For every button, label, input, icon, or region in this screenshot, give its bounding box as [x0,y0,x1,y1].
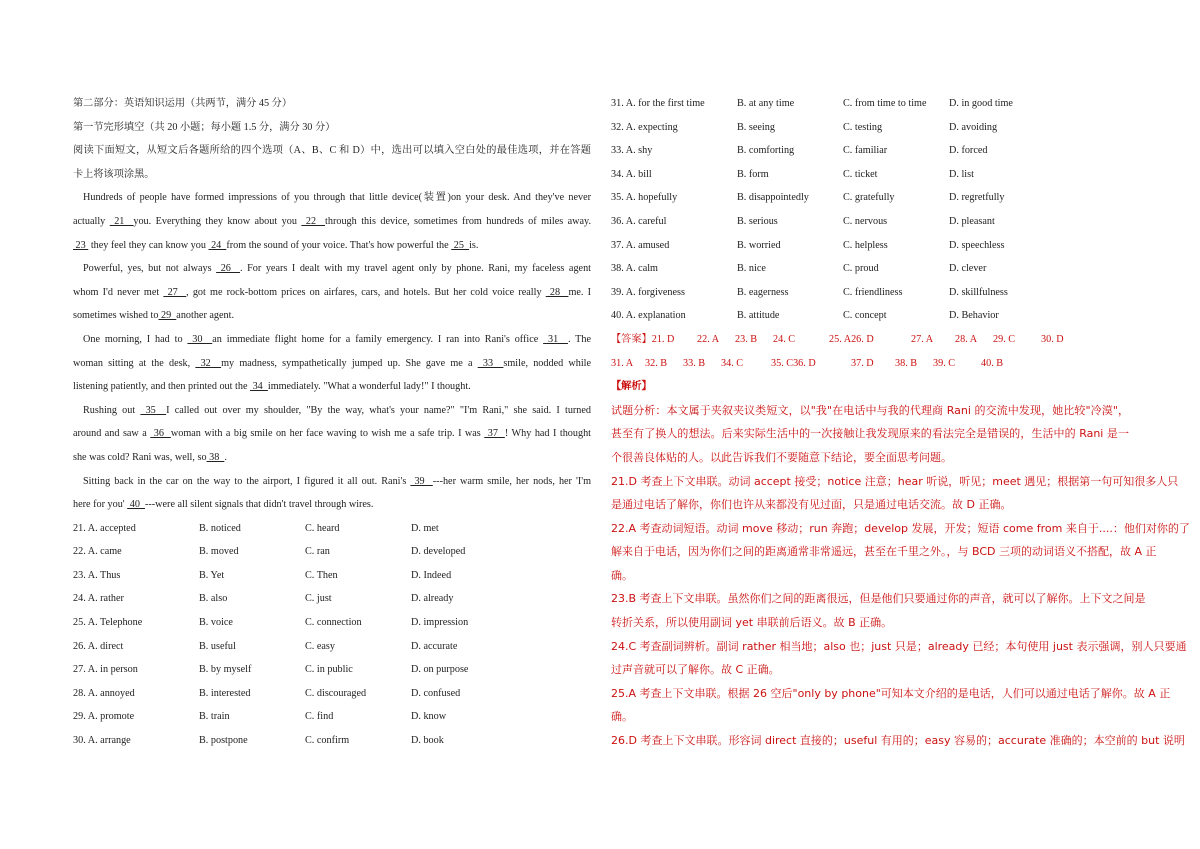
passage-text: sometimes wished to [73,310,159,322]
option-choice[interactable]: D. skillfulness [949,286,1008,298]
passage-text: ---were all silent signals that didn't travel through wires. [145,499,374,511]
option-choice[interactable]: D. speechless [949,239,1005,251]
option-choice[interactable]: B. serious [737,215,778,227]
option-choice[interactable]: B. useful [199,640,236,652]
passage-text: they feel they can know you [88,239,209,251]
blank-number: 37 [484,428,505,440]
answer-item: 34. C [721,357,744,369]
passage-text: , got me rock-bottom prices on airfares, cars, and hotels. But her cold voice really [186,286,546,298]
blank-number: 31 [543,333,568,345]
option-choice[interactable]: D. in good time [949,98,1013,109]
answer-item: 23. B [735,333,758,345]
blank-number: 29 [158,310,177,322]
answer-key-row [611,328,1129,352]
blank-number: 32 [195,357,222,369]
passage-text: immediately. "What a wonderful lady!" I thought. [267,381,471,393]
option-choice[interactable]: 22. A. came [73,546,122,558]
option-choice[interactable]: 33. A. shy [611,145,653,157]
answer-item: 35. C36. D [771,357,816,369]
option-choice[interactable]: 31. A. for the first time [611,98,705,109]
passage-text: Rushing out [83,404,141,416]
option-choice[interactable]: D. book [411,735,444,747]
option-choice[interactable]: B. nice [737,263,766,275]
option-choice[interactable]: C. confirm [305,735,350,747]
explanation-line: 21.D 考查上下文串联。动词 accept 接受；notice 注意；hear 听说，听见；meet 遇见；根据第一句可知很多人只 [611,474,1179,488]
option-choice[interactable]: 28. A. annoyed [73,687,135,699]
option-row [73,658,591,682]
passage-text: . The [567,333,592,345]
passage-text: . [224,451,227,463]
answer-item: 40. B [981,357,1004,369]
option-choice[interactable]: 29. A. promote [73,711,135,723]
explanation-line: 是通过电话了解你，你们也许从来都没有见过面，只是通过电话交流。故 D 正确。 [611,498,1012,512]
passage-line [73,399,591,423]
explanations-list [611,470,1190,753]
option-choice[interactable]: D. Indeed [411,569,452,581]
answer-item: 28. A [955,333,978,345]
option-row [73,635,591,659]
blank-number: 36 [150,428,171,440]
passage-text: she was cold? Rani was, well, so [73,451,207,463]
blank-number: 21 [109,215,134,227]
answer-item: 32. B [645,357,668,369]
passage-text: woman sitting at the desk, [73,357,196,369]
option-choice[interactable]: B. train [199,711,230,723]
option-row [73,564,591,588]
option-choice[interactable]: 40. A. explanation [611,310,686,322]
option-choice[interactable]: C. from time to time [843,98,927,109]
passage-line [73,328,591,352]
explanation-line: 25.A 考查上下文串联。根据 26 空后"only by phone"可知本文介绍的是电话，人们可以通过电话了解你。故 A 正 [611,686,1171,700]
option-choice[interactable]: 27. A. in person [73,664,138,676]
option-choice[interactable]: 30. A. arrange [73,735,131,747]
option-choice[interactable]: D. met [411,522,439,534]
blank-number: 25 [451,239,470,251]
options-list-right [611,92,1129,328]
explanation-line: 确。 [611,568,633,582]
passage-text: ---her warm smile, her nods, her 'I'm [432,475,592,487]
option-choice[interactable]: D. pleasant [949,215,995,227]
option-choice[interactable]: C. gratefully [843,192,895,204]
passage-text: whom I'd never met [73,286,164,298]
blank-number: 26 [216,263,241,275]
answer-key-row [611,352,1129,376]
blank-number: 27 [163,286,187,298]
passage-text: here for you' [73,499,128,511]
right-column [611,92,1190,753]
option-choice[interactable]: B. postpone [199,735,248,747]
option-choice[interactable]: D. Behavior [949,310,999,322]
answer-item: 39. C [933,357,956,369]
option-row [611,234,1129,258]
option-choice[interactable]: D. know [411,711,447,723]
option-choice[interactable]: D. accurate [411,640,458,652]
option-choice[interactable]: D. confused [411,687,461,699]
option-choice[interactable]: C. proud [843,263,879,275]
option-choice[interactable]: B. disappointedly [737,192,809,204]
summary-line: 甚至有了换人的想法。后来实际生活中的一次接触让我发现原来的看法完全是错误的，生活中的 Rani 是一 [611,427,1129,441]
passage-text: my madness, sympathetically jumped up. She gave me a [221,357,478,369]
passage-text: around and saw a [73,428,151,440]
passage-text: is. [469,239,479,251]
option-choice[interactable]: B. eagerness [737,286,789,298]
explanation-line: 26.D 考查上下文串联。形容词 direct 直接的；useful 有用的；easy 容易的；accurate 准确的；本空前的 but 说明 [611,734,1185,748]
option-choice[interactable]: D. forced [949,145,988,157]
section-title: 第二部分：英语知识运用（共两节，满分 45 分） [73,98,293,109]
option-choice[interactable]: B. form [737,168,769,180]
instruction-line: 卡上将该项涂黑。 [73,168,155,180]
passage-line [73,470,591,494]
option-choice[interactable]: 21. A. accepted [73,522,136,534]
passage-line [73,422,591,446]
explanation-line: 过声音就可以了解你。故 C 正确。 [611,663,780,677]
summary-line: 个很善良体贴的人。以此告诉我们不要随意下结论，要全面思考问题。 [611,450,952,464]
option-choice[interactable]: B. interested [199,687,251,699]
option-choice[interactable]: C. familiar [843,145,888,157]
option-choice[interactable]: B. by myself [199,664,252,676]
blank-number: 35 [140,404,167,416]
option-row [73,587,591,611]
passage-text: from the sound of your voice. That's how powerful the [226,239,452,251]
analysis-summary [611,399,1129,470]
option-choice[interactable]: D. impression [411,617,469,629]
option-choice[interactable]: 34. A. bill [611,168,652,180]
blank-number: 40 [127,499,145,511]
option-choice[interactable]: B. worried [737,239,781,251]
passage-text: actually [73,215,110,227]
option-choice[interactable]: C. testing [843,121,883,133]
option-choice[interactable]: 26. A. direct [73,640,124,652]
option-choice[interactable]: C. discouraged [305,687,367,699]
passage-line [73,352,591,376]
option-choice[interactable]: 37. A. amused [611,239,670,251]
blank-number: 24 [208,239,227,251]
explanation-line: 确。 [611,710,633,724]
explanation-line: 转折关系，所以使用副词 yet 串联前后语义。故 B 正确。 [611,616,893,630]
blank-number: 38 [206,451,225,463]
option-row [611,210,1129,234]
option-choice[interactable]: 25. A. Telephone [73,617,143,629]
option-choice[interactable]: C. nervous [843,215,888,227]
instruction-line: 阅读下面短文，从短文后各题所给的四个选项（A、B、C 和 D）中，选出可以填入空白处的最佳选项，并在答题 [73,145,591,157]
passage-text: you. Everything they know about you [133,215,302,227]
left-column [73,92,591,753]
answer-item: 33. B [683,357,706,369]
passage-text: through this device, sometimes from hundreds of miles away. [325,215,592,227]
option-choice[interactable]: B. seeing [737,121,775,133]
option-row [611,163,1129,187]
answer-item: 38. B [895,357,918,369]
option-choice[interactable]: B. attitude [737,310,780,322]
answer-item: 31. A [611,357,634,369]
option-choice[interactable]: B. Yet [199,569,225,581]
answer-item: 【答案】21. D [611,333,675,345]
passage-line [73,234,591,258]
option-choice[interactable]: 39. A. forgiveness [611,286,685,298]
answer-item: 22. A [697,333,720,345]
option-choice[interactable]: C. heard [305,522,340,534]
option-choice[interactable]: C. connection [305,617,362,629]
option-row [611,281,1129,305]
option-choice[interactable]: 24. A. rather [73,593,124,605]
option-choice[interactable]: 36. A. careful [611,215,667,227]
passage-text: woman with a big smile on her face waving to wish me a safe trip. I was [170,428,485,440]
option-row [611,186,1129,210]
passage-line [73,281,591,305]
option-choice[interactable]: C. concept [843,310,887,322]
option-choice[interactable]: C. Then [305,569,338,581]
option-choice[interactable]: D. on purpose [411,664,469,676]
option-row [611,304,1129,328]
option-choice[interactable]: C. easy [305,640,335,652]
subsection-title: 第一节完形填空（共 20 小题；每小题 1.5 分，满分 30 分） [73,121,336,133]
option-choice[interactable]: C. in public [305,664,353,676]
option-choice[interactable]: 23. A. Thus [73,569,121,581]
passage-line [73,493,591,517]
answer-item: 29. C [993,333,1016,345]
option-choice[interactable]: C. just [305,593,332,605]
option-choice[interactable]: C. ticket [843,168,878,180]
passage-text: an immediate flight home for a family emergency. I ran into Rani's office [212,333,544,345]
blank-number: 39 [410,475,433,487]
passage-line [73,304,591,328]
option-choice[interactable]: D. developed [411,546,466,558]
passage-text: ! Why had I thought [504,428,591,440]
passage-text: another agent. [176,310,234,322]
option-choice[interactable]: C. friendliness [843,286,903,298]
option-choice[interactable]: B. moved [199,546,239,558]
option-choice[interactable]: D. list [949,168,974,180]
passage-line [73,446,591,470]
analysis-title: 【解析】 [611,381,652,393]
passage-text: me. I [568,286,592,298]
passage-line [73,375,591,399]
blank-number: 23 [73,239,89,251]
blank-number: 33 [477,357,504,369]
passage-text: Sitting back in the car on the way to the airport, I figured it all out. Rani's [83,475,411,487]
passage-text: One morning, I had to [83,333,188,345]
option-choice[interactable]: D. clever [949,263,987,275]
answer-item: 25. A26. D [829,333,874,345]
summary-line: 试题分析：本文属于夹叙夹议类短文，以"我"在电话中与我的代理商 Rani 的交流中发现，她比较"冷漠"， [611,403,1129,417]
option-row [73,705,591,729]
blank-number: 28 [545,286,569,298]
option-row [611,257,1129,281]
answer-item: 30. D [1041,333,1064,345]
explanation-line: 23.B 考查上下文串联。虽然你们之间的距离很远，但是他们只要通过你的声音，就可以了解你。上下文之间是 [611,592,1146,606]
option-row [611,139,1129,163]
option-choice[interactable]: D. regretfully [949,192,1005,204]
option-row [73,540,591,564]
passage-text: listening patiently, and then printed out the [73,381,251,393]
option-row [73,611,591,635]
passage-line [73,186,591,210]
option-choice[interactable]: D. already [411,593,454,605]
passage-text: Powerful, yes, but not always [83,263,217,275]
option-choice[interactable]: C. helpless [843,239,888,251]
option-choice[interactable]: B. noticed [199,522,241,534]
passage-line [73,257,591,281]
blank-number: 30 [187,333,213,345]
passage-text: Hundreds of people have formed impressions of you through that little device(装置)on your desk. And they've never [83,192,591,204]
blank-number: 22 [301,215,326,227]
cloze-passage [73,186,591,516]
explanation-line: 解来自于电话，因为你们之间的距离通常非常遥远，甚至在千里之外。，与 BCD 三项的动词语义不搭配，故 A 正 [611,545,1157,559]
answer-item: 37. D [851,357,874,369]
passage-text: I called out over my shoulder, "By the way, what's your name?" "I'm Rani," she said. I turned [166,404,592,416]
passage-text: . For years I dealt with my travel agent only by phone. Rani, my faceless agent [240,263,591,275]
option-row [73,682,591,706]
blank-number: 34 [250,381,268,393]
explanation-line: 22.A 考查动词短语。动词 move 移动；run 奔跑；develop 发展，开发；短语 come from 来自于....：他们对你的了 [611,521,1190,535]
option-choice[interactable]: C. ran [305,546,330,558]
option-row [611,92,1129,116]
option-choice[interactable]: 38. A. calm [611,263,658,275]
option-choice[interactable]: 32. A. expecting [611,121,678,133]
option-choice[interactable]: B. voice [199,617,233,629]
option-choice[interactable]: C. find [305,711,334,723]
answer-item: 27. A [911,333,934,345]
option-row [73,729,591,753]
option-choice[interactable]: D. avoiding [949,121,998,133]
option-row [611,116,1129,140]
answer-item: 24. C [773,333,796,345]
explanation-line: 24.C 考查副词辨析。副词 rather 相当地；also 也；just 只是；already 已经；本句使用 just 表示强调，别人只要通 [611,639,1187,653]
passage-line [73,210,591,234]
option-choice[interactable]: B. at any time [737,98,795,109]
passage-text: smile, nodded while [503,357,592,369]
option-choice[interactable]: B. also [199,593,228,605]
option-row [73,517,591,541]
options-list-left [73,517,591,753]
option-choice[interactable]: 35. A. hopefully [611,192,678,204]
option-choice[interactable]: B. comforting [737,145,795,157]
